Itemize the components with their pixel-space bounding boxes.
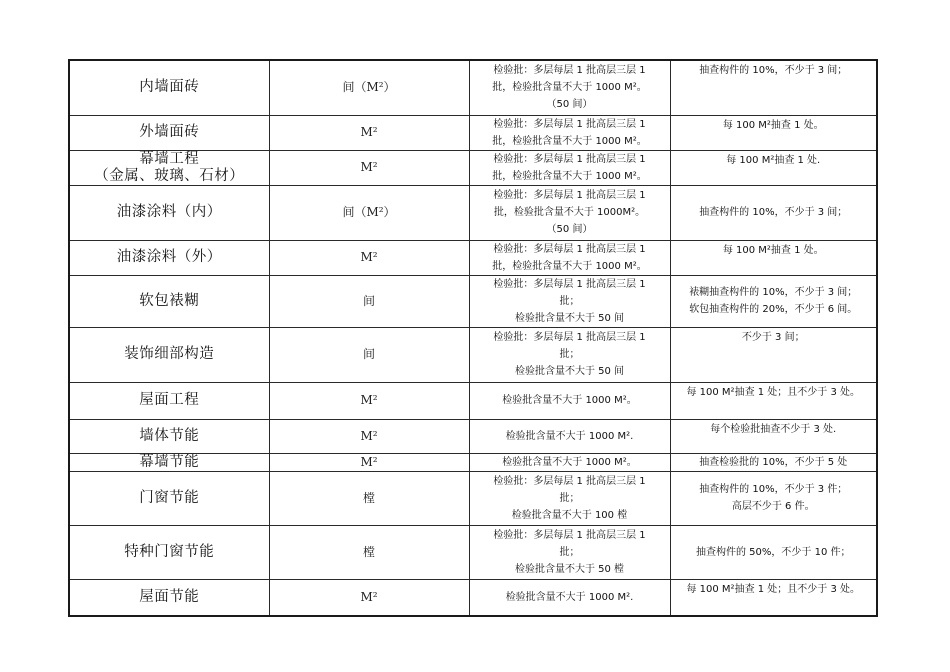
batch-rule-line: 批，检验批含量不大于 1000 M²。: [492, 82, 647, 94]
item-name: 装饰细部构造: [124, 346, 215, 362]
batch-rule-line: 检验批：多层每层 1 批高层三层 1: [493, 65, 646, 77]
item-name: 屋面节能: [139, 588, 200, 605]
sampling-rule-line: 每 100 M²抽查 1 处；且不少于 3 处。: [686, 386, 861, 398]
sampling-rule-cell: [670, 240, 877, 275]
unit-cell: 间（M²）: [269, 60, 469, 115]
batch-rule-line: 批；: [559, 349, 580, 360]
batch-rule-line: 检验批含量不大于 50 樘: [514, 563, 625, 575]
batch-rule-cell: [469, 579, 670, 616]
item-name: （金属、玻璃、石材）: [94, 167, 245, 184]
batch-rule-line: 检验批含量不大于 50 间: [514, 366, 625, 377]
batch-rule-line: 检验批含量不大于 100 樘: [511, 509, 628, 521]
sampling-rule-line: 高层不少于 6 件。: [731, 501, 815, 512]
table-row: [69, 579, 877, 616]
sampling-rule-line: 抽查检验批的 10%，不少于 5 处: [699, 456, 848, 468]
item-name: 幕墙节能: [139, 453, 200, 470]
batch-rule-line: 批；: [559, 546, 580, 558]
item-name-cell: [69, 115, 269, 150]
unit-cell: 间: [269, 275, 469, 327]
sampling-rule-cell: [670, 115, 877, 150]
sampling-rule-line: 每 100 M²抽查 1 处。: [722, 244, 824, 256]
unit-cell: M²: [269, 579, 469, 616]
table-row: [69, 453, 877, 471]
sampling-rule-line: 不少于 3 间；: [741, 331, 805, 343]
sampling-rule-line: 抽查构件的 10%，不少于 3 件；: [699, 484, 848, 495]
table-row: [69, 275, 877, 327]
unit-cell: M²: [269, 115, 469, 150]
unit-cell: 间（M²）: [269, 185, 469, 240]
sampling-rule-line: 抽查构件的 50%，不少于 10 件；: [696, 546, 851, 558]
batch-rule-line: 批，检验批含量不大于 1000M²。: [493, 207, 646, 218]
item-name-cell: [69, 185, 269, 240]
item-name-cell: [69, 419, 269, 453]
item-name: 油漆涂料（外）: [116, 249, 222, 265]
table-row: [69, 60, 877, 115]
item-name-cell: [69, 327, 269, 382]
batch-rule-cell: [469, 185, 670, 240]
batch-rule-line: 批；: [559, 492, 580, 504]
item-name: 门窗节能: [139, 489, 200, 506]
table-row: [69, 240, 877, 275]
sampling-rule-cell: [670, 327, 877, 382]
item-name-cell: [69, 382, 269, 419]
sampling-rule-line: 抽查构件的 10%，不少于 3 间；: [699, 207, 848, 218]
sampling-rule-cell: [670, 382, 877, 419]
item-name: 幕墙工程: [139, 150, 200, 167]
batch-rule-cell: [469, 419, 670, 453]
sampling-rule-cell: [670, 471, 877, 525]
item-name-cell: [69, 240, 269, 275]
item-name-cell: [69, 453, 269, 471]
unit-cell: M²: [269, 382, 469, 419]
batch-rule-line: 批；: [559, 295, 580, 307]
batch-rule-line: 检验批：多层每层 1 批高层三层 1: [493, 153, 646, 165]
unit-cell: 间: [269, 327, 469, 382]
batch-rule-line: 检验批：多层每层 1 批高层三层 1: [493, 529, 646, 541]
item-name-cell: [69, 579, 269, 616]
table-row: [69, 327, 877, 382]
item-name: 特种门窗节能: [124, 543, 215, 560]
batch-rule-cell: [469, 327, 670, 382]
item-name-cell: [69, 471, 269, 525]
item-name: 屋面工程: [139, 392, 200, 408]
batch-rule-line: 检验批：多层每层 1 批高层三层 1: [493, 118, 646, 130]
sampling-rule-line: 每 100 M²抽查 1 处；且不少于 3 处。: [686, 583, 861, 595]
batch-rule-line: 检验批：多层每层 1 批高层三层 1: [493, 243, 646, 255]
item-name-cell: [69, 60, 269, 115]
sampling-rule-cell: [670, 525, 877, 579]
sampling-rule-cell: [670, 275, 877, 327]
table-row: [69, 471, 877, 525]
item-name-cell: [69, 525, 269, 579]
batch-rule-cell: [469, 115, 670, 150]
batch-rule-cell: [469, 150, 670, 185]
table-row: [69, 115, 877, 150]
batch-rule-line: 检验批：多层每层 1 批高层三层 1: [493, 190, 646, 201]
batch-rule-line: 检验批含量不大于 1000 M².: [505, 591, 634, 603]
table-row: [69, 419, 877, 453]
batch-rule-line: 检验批：多层每层 1 批高层三层 1: [493, 475, 646, 487]
item-name-cell: [69, 150, 269, 185]
sampling-rule-line: 每 100 M²抽查 1 处。: [722, 119, 824, 131]
sampling-rule-line: 软包抽查构件的 20%，不少于 6 间。: [689, 304, 858, 315]
batch-rule-cell: [469, 275, 670, 327]
sampling-rule-line: 抽查构件的 10%，不少于 3 间；: [699, 65, 848, 76]
sampling-rule-line: 每 100 M²抽查 1 处.: [726, 154, 821, 166]
batch-rule-cell: [469, 525, 670, 579]
table-row: [69, 150, 877, 185]
batch-rule-line: 批，检验批含量不大于 1000 M²。: [492, 135, 647, 147]
batch-rule-line: 检验批：多层每层 1 批高层三层 1: [493, 332, 646, 343]
batch-rule-line: 批，检验批含量不大于 1000 M²。: [492, 170, 647, 182]
sampling-rule-cell: [670, 419, 877, 453]
batch-rule-line: 检验批含量不大于 1000 M²。: [502, 395, 637, 406]
unit-cell: M²: [269, 419, 469, 453]
item-name-cell: [69, 275, 269, 327]
batch-rule-line: （50 间）: [546, 99, 593, 111]
item-name: 内墙面砖: [139, 79, 200, 96]
sampling-rule-cell: [670, 60, 877, 115]
sampling-rule-cell: [670, 185, 877, 240]
table-row: [69, 525, 877, 579]
unit-cell: M²: [269, 240, 469, 275]
batch-rule-cell: [469, 453, 670, 471]
batch-rule-line: 批，检验批含量不大于 1000 M²。: [492, 260, 647, 272]
sampling-rule-line: 裱糊抽查构件的 10%，不少于 3 间；: [689, 287, 858, 298]
batch-rule-line: 检验批：多层每层 1 批高层三层 1: [493, 278, 646, 290]
unit-cell: M²: [269, 453, 469, 471]
table-body: [69, 60, 877, 616]
sampling-rule-cell: [670, 150, 877, 185]
sampling-rule-cell: [670, 579, 877, 616]
sampling-rule-line: 每个检验批抽查不少于 3 处.: [710, 423, 837, 435]
batch-rule-line: 检验批含量不大于 1000 M².: [505, 430, 634, 442]
unit-cell: M²: [269, 150, 469, 185]
batch-rule-cell: [469, 240, 670, 275]
sampling-rule-cell: [670, 453, 877, 471]
batch-rule-line: （50 间）: [546, 224, 593, 235]
inspection-table: [68, 59, 878, 617]
batch-rule-line: 检验批含量不大于 50 间: [514, 312, 625, 324]
unit-cell: 樘: [269, 525, 469, 579]
item-name: 油漆涂料（内）: [116, 204, 222, 220]
batch-rule-cell: [469, 382, 670, 419]
item-name: 软包裱糊: [139, 292, 200, 309]
batch-rule-cell: [469, 60, 670, 115]
batch-rule-cell: [469, 471, 670, 525]
item-name: 外墙面砖: [139, 124, 200, 140]
batch-rule-line: 检验批含量不大于 1000 M²。: [502, 456, 637, 468]
table-row: [69, 185, 877, 240]
table-row: [69, 382, 877, 419]
unit-cell: 樘: [269, 471, 469, 525]
item-name: 墙体节能: [139, 427, 200, 444]
